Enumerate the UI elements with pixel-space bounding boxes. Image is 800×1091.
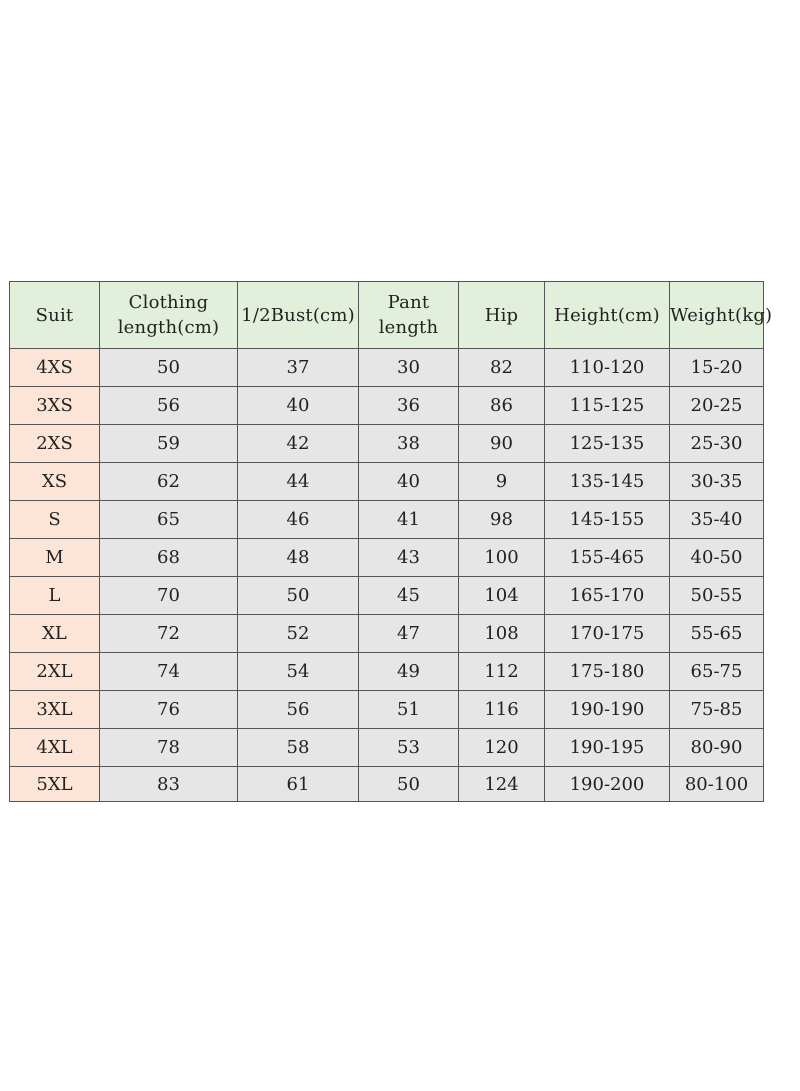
cell-height: 155-465 bbox=[545, 539, 670, 577]
cell-clothing-length: 65 bbox=[100, 501, 238, 539]
header-pant-length-line2: length bbox=[378, 317, 439, 338]
cell-half-bust: 44 bbox=[238, 463, 359, 501]
cell-weight: 55-65 bbox=[670, 615, 764, 653]
cell-size: XL bbox=[10, 615, 100, 653]
table-row bbox=[10, 501, 764, 539]
header-half-bust bbox=[238, 282, 359, 349]
cell-height: 145-155 bbox=[545, 501, 670, 539]
cell-clothing-length: 68 bbox=[100, 539, 238, 577]
cell-hip: 90 bbox=[459, 425, 545, 463]
header-height-label: Height(cm) bbox=[554, 304, 660, 326]
cell-hip: 116 bbox=[459, 691, 545, 729]
cell-size: 5XL bbox=[10, 767, 100, 802]
cell-hip: 112 bbox=[459, 653, 545, 691]
cell-pant-length: 45 bbox=[359, 577, 459, 615]
table-row bbox=[10, 767, 764, 802]
cell-size: L bbox=[10, 577, 100, 615]
cell-hip: 82 bbox=[459, 349, 545, 387]
cell-half-bust: 54 bbox=[238, 653, 359, 691]
cell-size: XS bbox=[10, 463, 100, 501]
cell-height: 115-125 bbox=[545, 387, 670, 425]
table-row bbox=[10, 729, 764, 767]
cell-size: M bbox=[10, 539, 100, 577]
cell-pant-length: 50 bbox=[359, 767, 459, 802]
header-suit bbox=[10, 282, 100, 349]
cell-half-bust: 48 bbox=[238, 539, 359, 577]
cell-height: 135-145 bbox=[545, 463, 670, 501]
cell-weight: 20-25 bbox=[670, 387, 764, 425]
header-clothing-length-line2: length(cm) bbox=[117, 317, 220, 338]
cell-height: 175-180 bbox=[545, 653, 670, 691]
cell-weight: 75-85 bbox=[670, 691, 764, 729]
cell-hip: 108 bbox=[459, 615, 545, 653]
cell-weight: 15-20 bbox=[670, 349, 764, 387]
header-clothing-length bbox=[100, 282, 238, 349]
cell-pant-length: 51 bbox=[359, 691, 459, 729]
cell-pant-length: 30 bbox=[359, 349, 459, 387]
cell-clothing-length: 62 bbox=[100, 463, 238, 501]
cell-pant-length: 36 bbox=[359, 387, 459, 425]
cell-half-bust: 50 bbox=[238, 577, 359, 615]
cell-pant-length: 40 bbox=[359, 463, 459, 501]
cell-clothing-length: 72 bbox=[100, 615, 238, 653]
cell-weight: 80-90 bbox=[670, 729, 764, 767]
table-row bbox=[10, 539, 764, 577]
cell-size: 3XL bbox=[10, 691, 100, 729]
cell-clothing-length: 50 bbox=[100, 349, 238, 387]
cell-hip: 86 bbox=[459, 387, 545, 425]
cell-size: 2XL bbox=[10, 653, 100, 691]
header-height bbox=[545, 282, 670, 349]
cell-hip: 9 bbox=[459, 463, 545, 501]
cell-pant-length: 38 bbox=[359, 425, 459, 463]
table-row bbox=[10, 349, 764, 387]
cell-half-bust: 58 bbox=[238, 729, 359, 767]
header-row bbox=[10, 282, 764, 349]
table-row bbox=[10, 387, 764, 425]
header-clothing-length-line1: Clothing bbox=[128, 292, 209, 313]
cell-height: 190-190 bbox=[545, 691, 670, 729]
cell-hip: 120 bbox=[459, 729, 545, 767]
cell-clothing-length: 76 bbox=[100, 691, 238, 729]
table-row bbox=[10, 615, 764, 653]
cell-pant-length: 49 bbox=[359, 653, 459, 691]
cell-half-bust: 56 bbox=[238, 691, 359, 729]
cell-clothing-length: 56 bbox=[100, 387, 238, 425]
cell-clothing-length: 78 bbox=[100, 729, 238, 767]
cell-pant-length: 43 bbox=[359, 539, 459, 577]
cell-clothing-length: 59 bbox=[100, 425, 238, 463]
header-pant-length-line1: Pant bbox=[387, 292, 430, 313]
cell-size: 4XL bbox=[10, 729, 100, 767]
cell-hip: 98 bbox=[459, 501, 545, 539]
table-row bbox=[10, 653, 764, 691]
cell-weight: 25-30 bbox=[670, 425, 764, 463]
header-weight-label: Weight(kg) bbox=[670, 304, 773, 326]
cell-size: 2XS bbox=[10, 425, 100, 463]
header-half-bust-label: 1/2Bust(cm) bbox=[241, 304, 355, 326]
cell-height: 190-195 bbox=[545, 729, 670, 767]
cell-half-bust: 42 bbox=[238, 425, 359, 463]
size-chart-table bbox=[9, 281, 773, 802]
header-suit-label: Suit bbox=[35, 304, 74, 326]
cell-weight: 35-40 bbox=[670, 501, 764, 539]
cell-pant-length: 47 bbox=[359, 615, 459, 653]
table-row bbox=[10, 577, 764, 615]
cell-half-bust: 52 bbox=[238, 615, 359, 653]
cell-pant-length: 41 bbox=[359, 501, 459, 539]
table-body bbox=[10, 349, 764, 802]
header-hip bbox=[459, 282, 545, 349]
cell-height: 110-120 bbox=[545, 349, 670, 387]
header-pant-length bbox=[359, 282, 459, 349]
cell-weight: 40-50 bbox=[670, 539, 764, 577]
cell-weight: 80-100 bbox=[670, 767, 764, 802]
cell-hip: 124 bbox=[459, 767, 545, 802]
cell-weight: 65-75 bbox=[670, 653, 764, 691]
cell-clothing-length: 74 bbox=[100, 653, 238, 691]
table-row bbox=[10, 691, 764, 729]
cell-half-bust: 61 bbox=[238, 767, 359, 802]
cell-weight: 50-55 bbox=[670, 577, 764, 615]
cell-height: 125-135 bbox=[545, 425, 670, 463]
cell-pant-length: 53 bbox=[359, 729, 459, 767]
cell-height: 190-200 bbox=[545, 767, 670, 802]
cell-size: S bbox=[10, 501, 100, 539]
table-row bbox=[10, 425, 764, 463]
cell-half-bust: 37 bbox=[238, 349, 359, 387]
header-hip-label: Hip bbox=[484, 304, 519, 326]
cell-hip: 104 bbox=[459, 577, 545, 615]
header-weight bbox=[670, 282, 773, 349]
cell-hip: 100 bbox=[459, 539, 545, 577]
cell-size: 3XS bbox=[10, 387, 100, 425]
cell-height: 170-175 bbox=[545, 615, 670, 653]
cell-clothing-length: 83 bbox=[100, 767, 238, 802]
cell-weight: 30-35 bbox=[670, 463, 764, 501]
table-row bbox=[10, 463, 764, 501]
cell-half-bust: 46 bbox=[238, 501, 359, 539]
cell-size: 4XS bbox=[10, 349, 100, 387]
cell-height: 165-170 bbox=[545, 577, 670, 615]
cell-half-bust: 40 bbox=[238, 387, 359, 425]
cell-clothing-length: 70 bbox=[100, 577, 238, 615]
